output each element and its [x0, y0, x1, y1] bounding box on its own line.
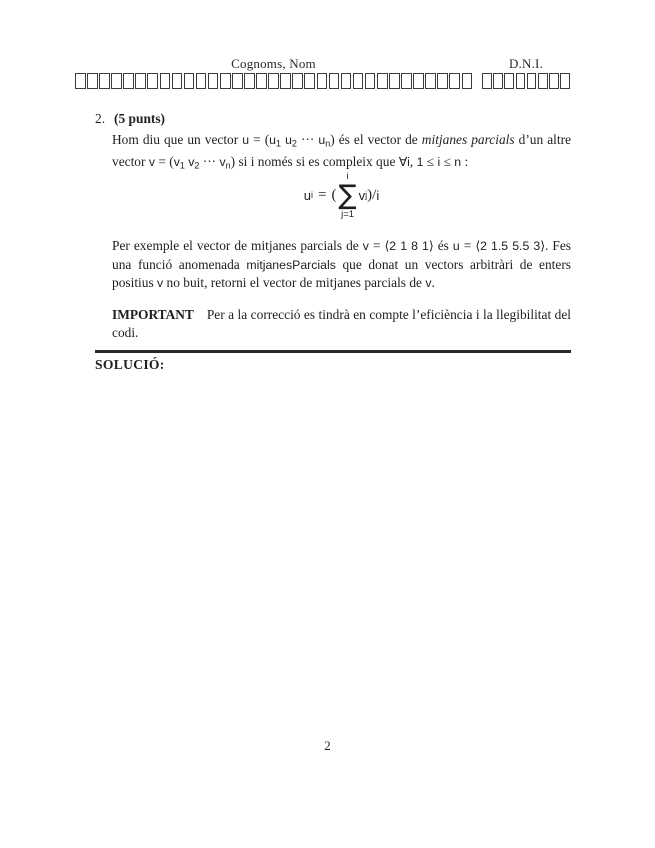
dni-label: D.N.I.	[508, 56, 544, 71]
name-box	[401, 73, 412, 89]
summation-lower-limit: j=1	[341, 208, 355, 220]
name-box	[437, 73, 448, 89]
name-box	[304, 73, 315, 89]
solution-label: SOLUCIÓ:	[95, 357, 165, 372]
name-box	[353, 73, 364, 89]
solution-divider	[95, 350, 571, 353]
dni-box	[538, 73, 548, 89]
summation	[338, 171, 356, 220]
name-box	[232, 73, 243, 89]
question-paragraph-example: Per exemple el vector de mitjanes parcials de v = ⟨2 1 8 1⟩ és u = ⟨2 1.5 5.5 3⟩. Fes una funció anomenada mitjanesParcials que donat un vectors arbitràri de enters positius v no buit, retorni el vector de mitjanes parcials de v.	[112, 238, 571, 291]
question-points: (5 punts)	[114, 111, 166, 126]
name-box	[425, 73, 436, 89]
partial-means-formula	[112, 171, 571, 220]
name-box	[389, 73, 400, 89]
name-box	[184, 73, 195, 89]
name-box	[329, 73, 340, 89]
dni-box	[560, 73, 570, 89]
name-box	[244, 73, 255, 89]
name-box	[87, 73, 98, 89]
dni-boxes-row	[482, 73, 570, 89]
name-label: Cognoms, Nom	[231, 56, 316, 71]
name-box	[123, 73, 134, 89]
question-paragraph-intro: Hom diu que un vector u = (u1 u2 ··· un) és el vector de mitjanes parcials d’un altre vector v = (v1 v2 ··· vn) si i només si es compleix que ∀i, 1 ≤ i ≤ n :	[112, 132, 572, 171]
important-note: IMPORTANT Per a la correcció es tindrà en compte l’eficiència i la llegibilitat del codi.	[112, 307, 571, 340]
page-number: 2	[324, 738, 331, 753]
formula-term: v	[358, 188, 366, 204]
name-box	[172, 73, 183, 89]
name-box	[111, 73, 122, 89]
formula-lhs-subscript: i	[311, 190, 313, 201]
name-box	[160, 73, 171, 89]
sigma-symbol: ∑	[338, 179, 357, 211]
dni-box	[493, 73, 503, 89]
name-box	[317, 73, 328, 89]
dni-box	[482, 73, 492, 89]
name-box	[449, 73, 460, 89]
question-number: 2.	[95, 111, 106, 126]
name-box	[365, 73, 376, 89]
formula-slash: /	[372, 187, 377, 204]
name-boxes-row	[75, 73, 472, 89]
name-box	[99, 73, 110, 89]
name-box	[256, 73, 267, 89]
formula-right-paren: )	[367, 187, 373, 204]
formula-equals: =	[318, 187, 327, 204]
dni-box	[549, 73, 559, 89]
name-box	[341, 73, 352, 89]
formula-left-paren: (	[331, 187, 337, 204]
name-box	[196, 73, 207, 89]
name-box	[268, 73, 279, 89]
name-box	[280, 73, 291, 89]
dni-box	[504, 73, 514, 89]
formula-lhs: u	[303, 188, 311, 204]
name-box	[208, 73, 219, 89]
formula-denominator: i	[376, 188, 380, 204]
summation-upper-limit: i	[346, 171, 349, 182]
name-box	[292, 73, 303, 89]
name-box	[75, 73, 86, 89]
name-box	[377, 73, 388, 89]
name-box	[147, 73, 158, 89]
question-heading	[95, 111, 165, 127]
dni-box	[527, 73, 537, 89]
name-box	[135, 73, 146, 89]
name-box	[462, 73, 473, 89]
formula-term-subscript: j	[365, 190, 368, 201]
name-box	[220, 73, 231, 89]
name-box	[413, 73, 424, 89]
dni-box	[516, 73, 526, 89]
